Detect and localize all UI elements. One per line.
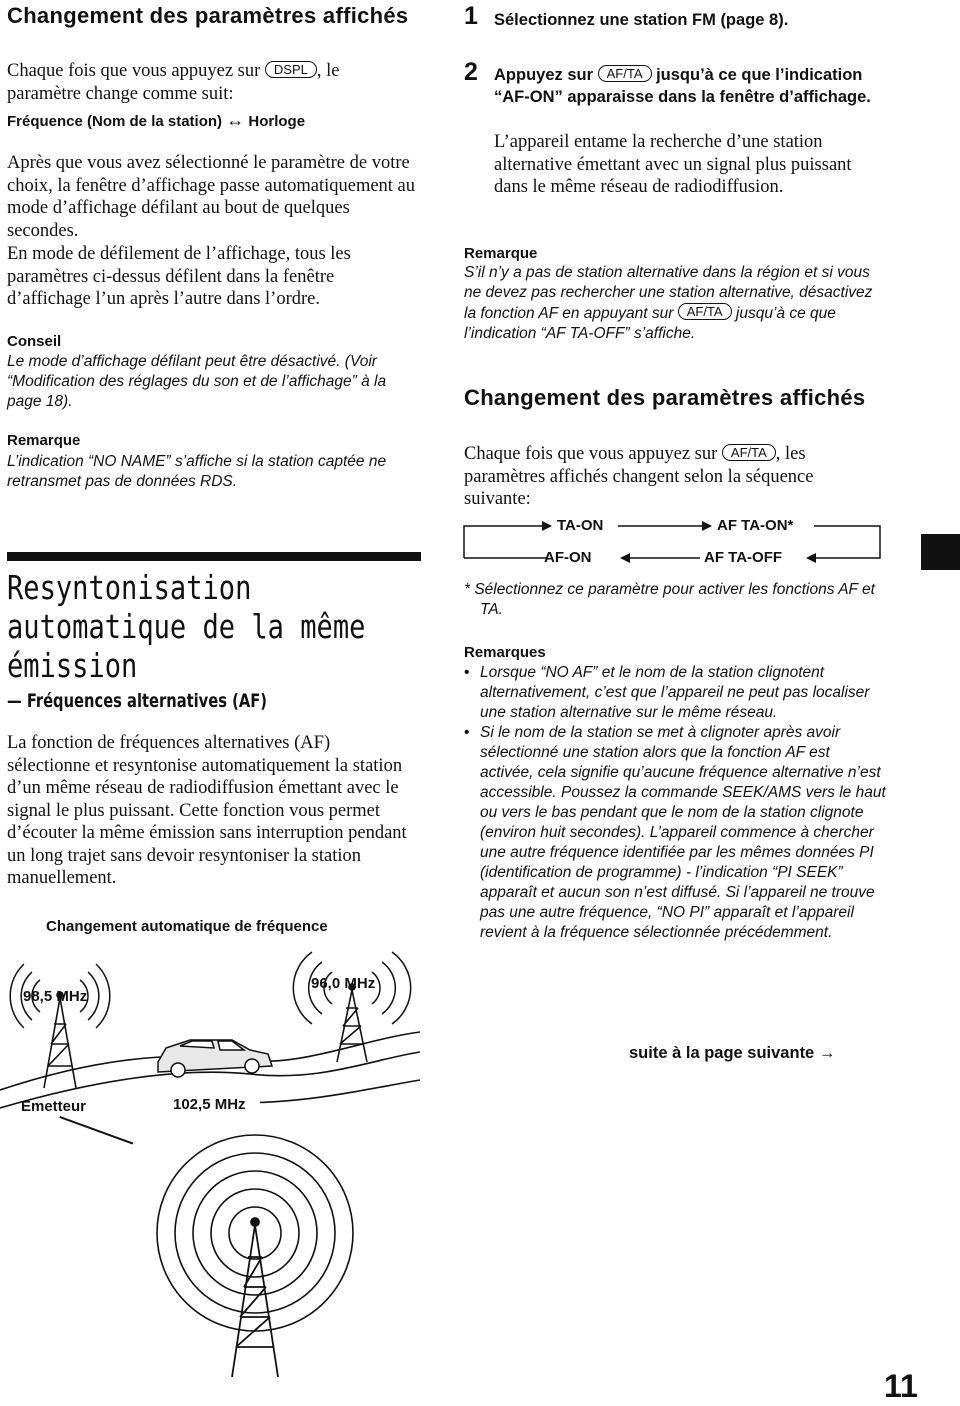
notes-list — [464, 663, 886, 943]
tip-text: Le mode d’affichage défilant peut être désactivé. (Voir “Modification des réglages du son et de l’affichage” à la page 18). — [7, 353, 387, 410]
paragraph-auto-scroll: Après que vous avez sélectionné le paramètre de votre choix, la fenêtre d’affichage passe automatiquement au mode d’affichage défilant au bout de quelques secondes. — [7, 153, 416, 241]
section-tab-marker — [921, 534, 960, 570]
list-item: • Si le nom de la station se met à clignoter après avoir sélectionné une station alors que la fonction AF est activée, cela signifie qu’aucune fréquence alternative n’est accessible. Poussez la commande SEEK/AMS vers le haut ou vers le bas pendant que le nom de la station clignote (environ huit secondes). L’appareil commence à chercher une autre fréquence identifiée par les mêmes données PI (identification de programme) - l’indication “PI SEEK” apparaît et aucun son n’est diffusé. Si l’appareil ne trouve pas une autre fréquence, “NO PI” apparaît et l’appareil revient à la fréquence sélectionnée précédemment. — [464, 723, 886, 943]
footnote: * Sélectionnez ce paramètre pour activer les fonctions AF et TA. — [464, 581, 875, 618]
step-2-text — [494, 64, 874, 108]
dspl-intro — [7, 60, 417, 105]
af-ta-cycle-diagram — [460, 512, 890, 572]
cycle-arrow-4 — [620, 553, 630, 563]
af-ta-intro-after: , les paramètres affichés changent selon la séquence suivante: — [464, 444, 814, 509]
cycle-af-ta-off: AF TA-OFF — [704, 549, 783, 566]
tip-title: Conseil — [7, 333, 62, 350]
tower-bottom-icon — [232, 1218, 278, 1377]
af-ta-button-icon-intro: AF/TA — [722, 444, 776, 461]
freq-right: 96,0 MHz — [311, 975, 376, 992]
display-sequence — [7, 110, 305, 132]
step-1-text: Sélectionnez une station FM (page 8). — [494, 11, 789, 29]
section-title-display-params-right: Changement des paramètres affichés — [464, 385, 866, 410]
af-ta-button-icon-note: AF/TA — [678, 303, 732, 320]
cycle-arrow-3 — [806, 553, 816, 563]
step-1 — [464, 2, 884, 31]
dspl-intro-before: Chaque fois que vous appuyez sur — [7, 61, 261, 81]
big-title-line2: automatique de la même — [7, 607, 366, 646]
tower-left-icon — [44, 992, 76, 1088]
note-1-after: jusqu’à ce que l’indication “AF TA-OFF” s’affiche. — [464, 305, 836, 342]
note-1-title: Remarque — [464, 245, 538, 262]
continued-next-page — [629, 1044, 835, 1063]
list-item: • Lorsque “NO AF” et le nom de la station clignotent alternativement, c’est que l’appareil ne peut pas localiser une station alternative sur le même réseau. — [464, 663, 886, 723]
af-ta-button-icon: AF/TA — [598, 65, 652, 82]
step-2-number: 2 — [464, 58, 478, 86]
cycle-line-right — [814, 526, 880, 558]
dspl-button-icon: DSPL — [265, 61, 317, 78]
note-1-before: S’il n’y a pas de station alternative dans la région et si vous ne devez pas rechercher une station alternative, désactivez la fonction AF en appuyant sur — [464, 264, 873, 322]
dspl-intro-after: , le paramètre change comme suit: — [7, 61, 340, 104]
paragraph-af-function: La fonction de fréquences alternatives (AF) sélectionne et resyntonise automatiquement la station d’un même réseau de radiodiffusion émettant avec le signal le plus puissant. Cette fonction vous permet d’écouter la même émission sans interruption pendant un long trajet sans devoir resyntoniser la station manuellement. — [7, 733, 407, 888]
page-number: 11 — [884, 1368, 918, 1404]
note-text: L’indication “NO NAME” s’affiche si la station captée ne retransmet pas de données RDS. — [7, 453, 387, 490]
section-title-display-params: Changement des paramètres affichés — [7, 3, 409, 28]
step-2-before: Appuyez sur — [494, 66, 594, 84]
tower-right-icon — [337, 984, 367, 1062]
figure-caption: Changement automatique de fréquence — [46, 918, 328, 935]
bottom-tower-illustration — [120, 1085, 380, 1406]
af-ta-intro-before: Chaque fois que vous appuyez sur — [464, 444, 718, 464]
cycle-af-on: AF-ON — [544, 549, 592, 566]
note-1-text — [464, 263, 884, 344]
step-2-description: L’appareil entame la recherche d’une station alternative émettant avec un signal plus puissant dans le même réseau de radiodiffusion. — [494, 132, 852, 197]
freq-bottom: 102,5 MHz — [173, 1096, 246, 1113]
step-1-number: 1 — [464, 2, 478, 30]
paragraph-scroll-mode: En mode de défilement de l’affichage, tous les paramètres ci-dessus défilent dans la fenêtre d’affichage l’un après l’autre dans l’ordre. — [7, 244, 351, 309]
arrow-right-icon: → — [818, 1044, 836, 1062]
freq-left: 98,5 MHz — [23, 988, 88, 1005]
double-arrow-icon: ↔ — [226, 110, 245, 130]
continued-text: suite à la page suivante — [629, 1044, 815, 1062]
subtitle-af: — Fréquences alternatives (AF) — [7, 690, 267, 712]
sequence-clock: Horloge — [248, 113, 306, 130]
cycle-line-left — [464, 526, 544, 558]
af-ta-intro — [464, 443, 884, 511]
step-2-after: jusqu’à ce que l’indication “AF-ON” apparaisse dans la fenêtre d’affichage. — [494, 66, 871, 106]
cycle-arrow-2 — [702, 521, 712, 531]
big-title-line1: Resyntonisation — [7, 568, 252, 607]
waves-bottom — [157, 1135, 353, 1331]
note-title: Remarque — [7, 432, 81, 449]
sequence-frequency: Fréquence (Nom de la station) — [7, 113, 223, 130]
transmitter-label: Emetteur — [21, 1098, 87, 1115]
cycle-af-ta-on: AF TA-ON* — [717, 517, 794, 534]
cycle-arrow-1 — [542, 521, 552, 531]
cycle-ta-on: TA-ON — [557, 517, 604, 534]
big-title-line3: émission — [7, 646, 138, 685]
section-rule — [7, 552, 421, 561]
notes-title: Remarques — [464, 644, 546, 661]
